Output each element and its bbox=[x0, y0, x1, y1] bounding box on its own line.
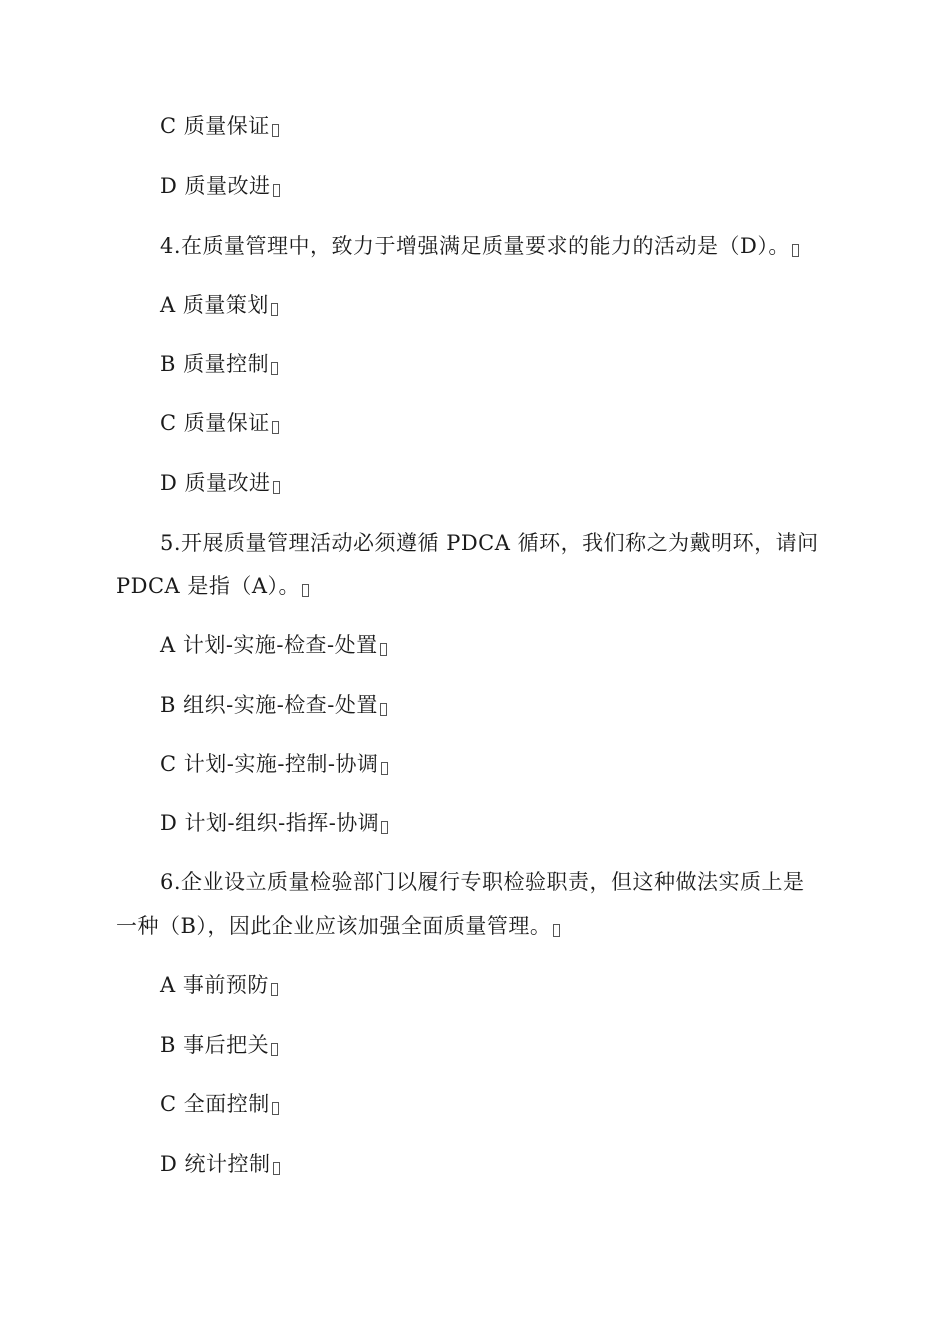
paragraph-mark-icon bbox=[553, 924, 560, 937]
question-6-option-a: A 事前预防 bbox=[160, 970, 278, 1000]
paragraph-mark-icon bbox=[380, 703, 387, 716]
paragraph-mark-icon bbox=[271, 362, 278, 375]
paragraph-mark-icon bbox=[381, 821, 388, 834]
question-5-option-b: B 组织-实施-检查-处置 bbox=[160, 690, 387, 720]
paragraph-mark-icon bbox=[381, 762, 388, 775]
question-4-option-d: D 质量改进 bbox=[160, 468, 280, 498]
paragraph-mark-icon bbox=[380, 643, 387, 656]
option-d-quality-improvement: D 质量改进 bbox=[160, 171, 280, 201]
question-6-line-2: 一种（B），因此企业应该加强全面质量管理。 bbox=[116, 911, 560, 941]
paragraph-mark-icon bbox=[271, 983, 278, 996]
question-5-option-c: C 计划-实施-控制-协调 bbox=[160, 749, 388, 779]
paragraph-mark-icon bbox=[271, 1043, 278, 1056]
question-6-option-d: D 统计控制 bbox=[160, 1149, 280, 1179]
question-5-line-2: PDCA 是指（A）。 bbox=[116, 571, 309, 601]
paragraph-mark-icon bbox=[271, 303, 278, 316]
paragraph-mark-icon bbox=[273, 184, 280, 197]
question-6-line-1: 6.企业设立质量检验部门以履行专职检验职责，但这种做法实质上是 bbox=[160, 870, 805, 894]
question-6-option-c: C 全面控制 bbox=[160, 1089, 279, 1119]
question-5-line-1: 5.开展质量管理活动必须遵循 PDCA 循环，我们称之为戴明环，请问 bbox=[160, 531, 819, 555]
question-4: 4.在质量管理中，致力于增强满足质量要求的能力的活动是（D）。 bbox=[160, 231, 799, 261]
question-5-option-a: A 计划-实施-检查-处置 bbox=[160, 630, 387, 660]
paragraph-mark-icon bbox=[273, 1162, 280, 1175]
question-4-option-b: B 质量控制 bbox=[160, 349, 278, 379]
question-6-option-b: B 事后把关 bbox=[160, 1030, 278, 1060]
question-4-option-a: A 质量策划 bbox=[160, 290, 278, 320]
question-5-option-d: D 计划-组织-指挥-协调 bbox=[160, 808, 388, 838]
paragraph-mark-icon bbox=[272, 421, 279, 434]
paragraph-mark-icon bbox=[302, 584, 309, 597]
paragraph-mark-icon bbox=[273, 481, 280, 494]
option-c-quality-assurance: C 质量保证 bbox=[160, 111, 279, 141]
question-4-option-c: C 质量保证 bbox=[160, 408, 279, 438]
paragraph-mark-icon bbox=[272, 1102, 279, 1115]
paragraph-mark-icon bbox=[272, 124, 279, 137]
paragraph-mark-icon bbox=[792, 244, 799, 257]
